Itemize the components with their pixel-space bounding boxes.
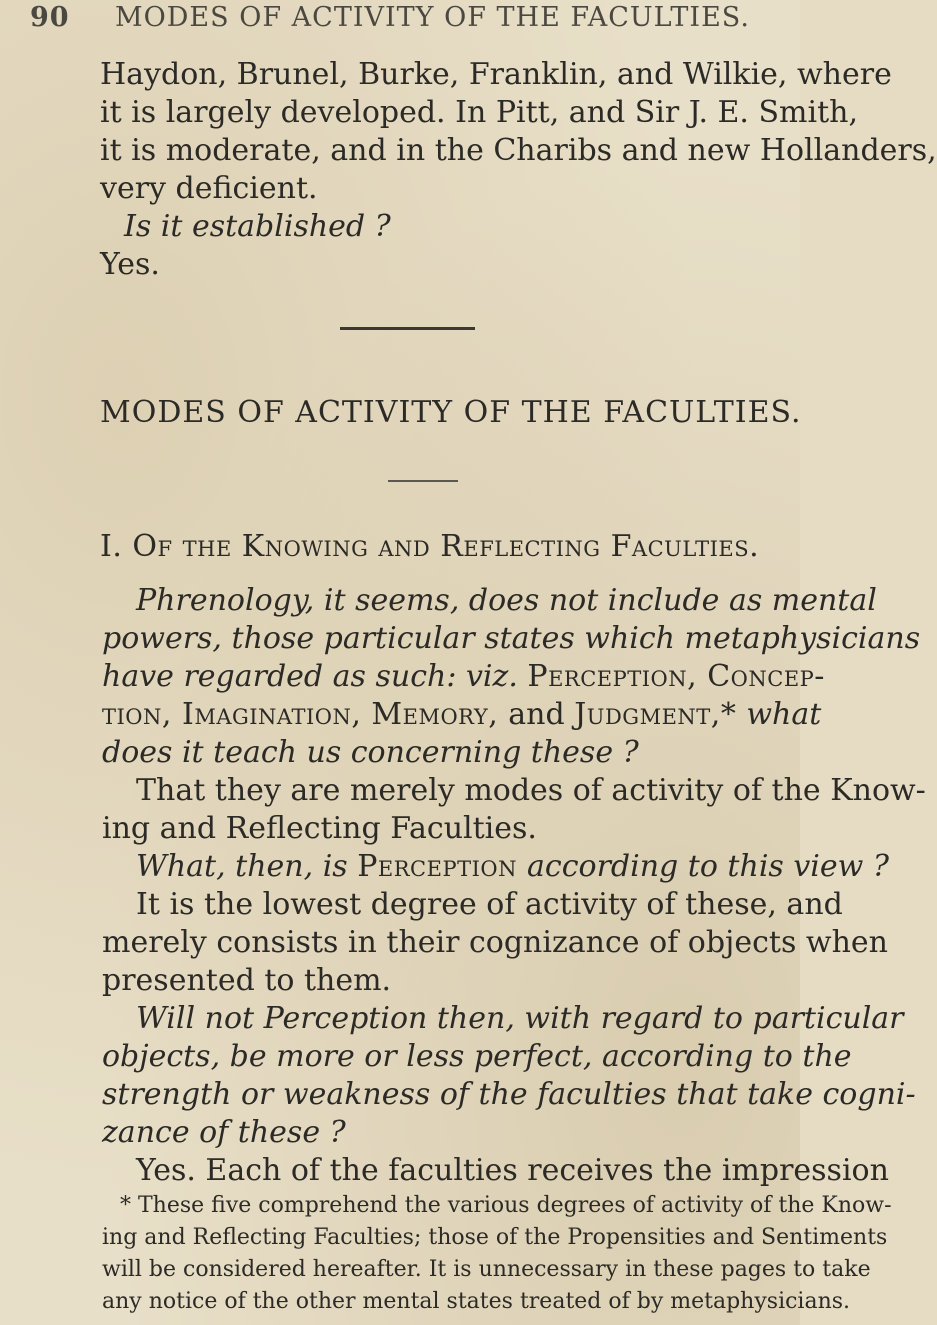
footnote-line: any notice of the other mental states treated of by metaphysicians. bbox=[102, 1289, 851, 1314]
footnote-line: will be considered hereafter. It is unnecessary in these pages to take bbox=[102, 1257, 871, 1282]
text-line: it is largely developed. In Pitt, and Sir J. E. Smith, bbox=[100, 95, 859, 130]
text-line: it is moderate, and in the Charibs and new Hollanders, bbox=[100, 133, 937, 168]
page-number: 90 bbox=[30, 2, 70, 33]
top-paragraph bbox=[100, 56, 937, 284]
subsection-title: I. Of the Knowing and Reflecting Faculties. bbox=[100, 529, 760, 564]
subsection-heading-block bbox=[100, 528, 780, 566]
text-line: presented to them. bbox=[102, 963, 392, 998]
running-title: MODES OF ACTIVITY OF THE FACULTIES. bbox=[115, 2, 750, 33]
text-line: Haydon, Brunel, Burke, Franklin, and Wilkie, where bbox=[100, 57, 892, 92]
text-line: powers, those particular states which metaphysicians bbox=[102, 621, 921, 656]
footnote-line: * These five comprehend the various degrees of activity of the Know- bbox=[120, 1193, 892, 1218]
question-line: Is it established ? bbox=[124, 209, 391, 244]
main-text bbox=[102, 582, 926, 1190]
text-line: tion, Imagination, Memory, and Judgment,* what bbox=[102, 697, 822, 732]
section-title: MODES OF ACTIVITY OF THE FACULTIES. bbox=[100, 395, 802, 430]
text-line: Yes. Each of the faculties receives the impression bbox=[136, 1153, 889, 1188]
text-line: does it teach us concerning these ? bbox=[102, 735, 639, 770]
text-line: zance of these ? bbox=[102, 1115, 346, 1150]
section-divider bbox=[340, 327, 475, 330]
text-line: ing and Reflecting Faculties. bbox=[102, 811, 537, 846]
text-line: objects, be more or less perfect, according to the bbox=[102, 1039, 852, 1074]
title-underline bbox=[388, 480, 458, 482]
text-line: merely consists in their cognizance of objects when bbox=[102, 925, 888, 960]
text-line: have regarded as such: viz. Perception, Concep- bbox=[102, 659, 825, 694]
page-header bbox=[30, 2, 790, 48]
text-line: What, then, is Perception according to this view ? bbox=[136, 849, 889, 884]
text-line: Phrenology, it seems, does not include as mental bbox=[136, 583, 877, 618]
text-line: very deficient. bbox=[100, 171, 318, 206]
footnote-line: ing and Reflecting Faculties; those of the Propensities and Sentiments bbox=[102, 1225, 888, 1250]
footnote bbox=[102, 1190, 892, 1318]
text-line: That they are merely modes of activity of the Know- bbox=[136, 773, 926, 808]
text-line: strength or weakness of the faculties that take cogni- bbox=[102, 1077, 916, 1112]
text-line: Will not Perception then, with regard to particular bbox=[136, 1001, 904, 1036]
answer-line: Yes. bbox=[100, 247, 160, 282]
text-line: It is the lowest degree of activity of these, and bbox=[136, 887, 843, 922]
